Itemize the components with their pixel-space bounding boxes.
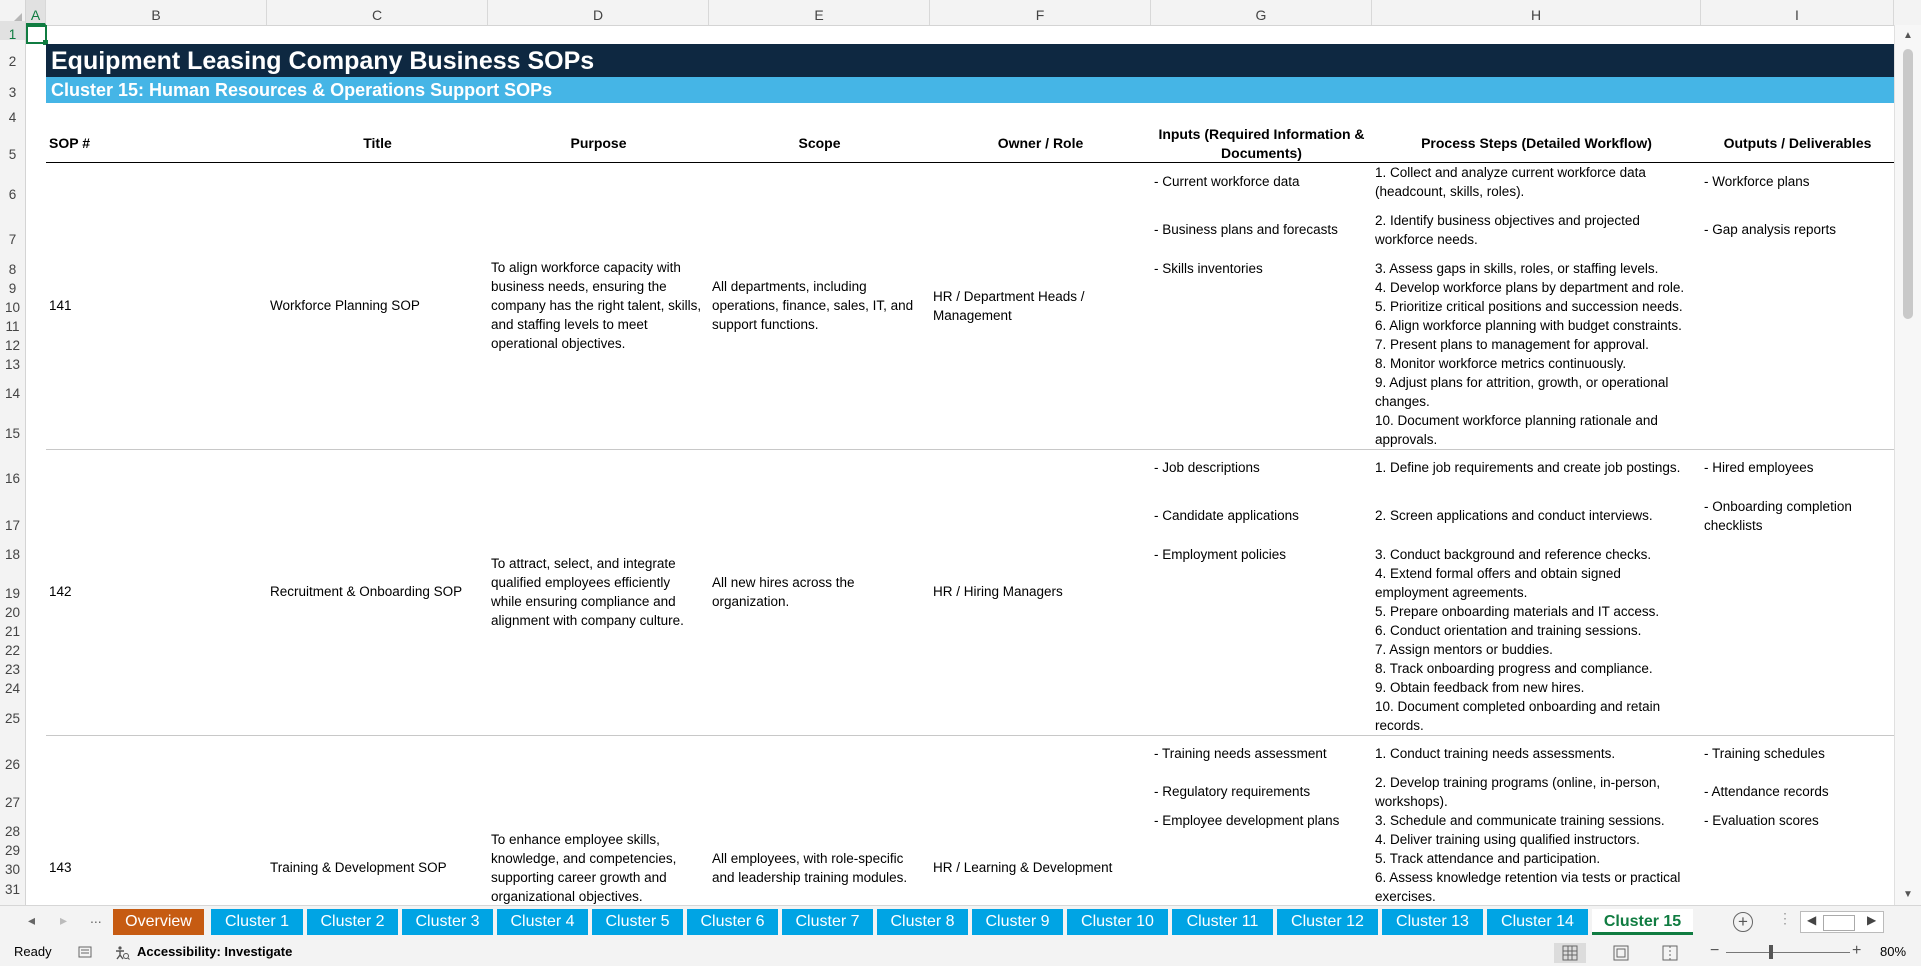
sop-number-141: 141	[49, 298, 72, 313]
zoom-level[interactable]: 80%	[1880, 944, 1907, 959]
row-header[interactable]: 13	[4, 357, 21, 372]
active-cell-a1[interactable]	[26, 25, 47, 44]
column-header-e[interactable]: E	[709, 0, 930, 25]
sop-step-143: 6. Assess knowledge retention via tests or practical exercises.	[1375, 870, 1681, 904]
tab-overflow-ellipsis[interactable]: ...	[90, 910, 102, 926]
sop-step-141: 4. Develop workforce plans by department and role.	[1375, 280, 1685, 295]
sop-step-141: 2. Identify business objectives and projected workforce needs.	[1375, 213, 1640, 247]
row-header[interactable]: 20	[4, 605, 21, 620]
sop-title-141: Workforce Planning SOP	[270, 298, 420, 313]
sop-input-142: - Candidate applications	[1154, 508, 1299, 523]
column-header-d[interactable]: D	[488, 0, 709, 25]
sop-step-143: 2. Develop training programs (online, in-person, workshops).	[1375, 775, 1661, 809]
sop-step-141: 1. Collect and analyze current workforce data (headcount, skills, roles).	[1375, 165, 1646, 199]
sop-step-143: 5. Track attendance and participation.	[1375, 851, 1601, 866]
tab-bar-splitter-icon[interactable]: ⋮	[1778, 910, 1792, 926]
tab-cluster-14[interactable]: Cluster 14	[1487, 909, 1588, 935]
hscroll-right-arrow-icon[interactable]: ▶	[1867, 913, 1877, 927]
page-layout-view-icon[interactable]	[1605, 943, 1637, 963]
status-ready: Ready	[14, 944, 52, 959]
sop-owner-143: HR / Learning & Development	[933, 860, 1113, 875]
tab-scroll-left-icon[interactable]: ◂	[28, 912, 36, 928]
column-header-c[interactable]: C	[267, 0, 488, 25]
sop-owner-142: HR / Hiring Managers	[933, 584, 1063, 599]
tab-overview[interactable]: Overview	[113, 909, 204, 935]
tab-cluster-15[interactable]: Cluster 15	[1592, 909, 1693, 935]
sop-input-141: - Current workforce data	[1154, 174, 1300, 189]
row-header[interactable]: 2	[8, 54, 17, 69]
row-header[interactable]: 24	[4, 681, 21, 696]
sop-step-142: 7. Assign mentors or buddies.	[1375, 642, 1553, 657]
column-header-bar	[0, 0, 1921, 26]
row-header[interactable]: 31	[4, 882, 21, 897]
tab-cluster-11[interactable]: Cluster 11	[1172, 909, 1273, 935]
sop-output-141: - Gap analysis reports	[1704, 222, 1837, 237]
tab-scroll-right-icon[interactable]: ▸	[60, 912, 68, 928]
header-title: Title	[363, 135, 392, 151]
row-header[interactable]: 22	[4, 643, 21, 658]
header-scope: Scope	[798, 135, 841, 151]
sop-input-141: - Skills inventories	[1154, 261, 1263, 276]
tab-cluster-9[interactable]: Cluster 9	[972, 909, 1063, 935]
column-header-f[interactable]: F	[930, 0, 1151, 25]
sop-step-141: 5. Prioritize critical positions and succession needs.	[1375, 299, 1683, 314]
sop-step-141: 6. Align workforce planning with budget constraints.	[1375, 318, 1682, 333]
tab-cluster-3[interactable]: Cluster 3	[402, 909, 493, 935]
vertical-scroll-thumb[interactable]	[1903, 49, 1913, 319]
tab-cluster-13[interactable]: Cluster 13	[1382, 909, 1483, 935]
column-header-b[interactable]: B	[46, 0, 267, 25]
column-header-g[interactable]: G	[1151, 0, 1372, 25]
sop-input-142: - Employment policies	[1154, 547, 1287, 562]
sop-output-141: - Workforce plans	[1704, 174, 1810, 189]
accessibility-status[interactable]: Accessibility: Investigate	[137, 944, 293, 959]
sop-step-141: 10. Document workforce planning rationale and approvals.	[1375, 413, 1658, 447]
sheet-tab-bar	[0, 905, 1921, 941]
hscroll-left-arrow-icon[interactable]: ◀	[1807, 913, 1817, 927]
horizontal-scrollbar[interactable]	[1800, 911, 1884, 933]
sop-step-142: 5. Prepare onboarding materials and IT access.	[1375, 604, 1660, 619]
row-header[interactable]: 15	[4, 426, 21, 441]
zoom-slider-track[interactable]	[1726, 952, 1850, 953]
scroll-up-arrow-icon[interactable]: ▲	[1903, 30, 1913, 41]
sop-input-143: - Training needs assessment	[1154, 746, 1327, 761]
zoom-out-icon[interactable]: −	[1710, 942, 1720, 959]
sop-title-142: Recruitment & Onboarding SOP	[270, 584, 463, 599]
sop-step-141: 9. Adjust plans for attrition, growth, or operational changes.	[1375, 375, 1669, 409]
tab-cluster-5[interactable]: Cluster 5	[592, 909, 683, 935]
sop-scope-141: All departments, including operations, finance, sales, IT, and support functions.	[712, 279, 914, 332]
row-separator	[46, 735, 1894, 736]
row-header[interactable]: 4	[8, 110, 17, 125]
sheet-subtitle: Cluster 15: Human Resources & Operations Support SOPs	[46, 77, 1894, 103]
zoom-slider-thumb[interactable]	[1769, 945, 1773, 959]
sop-step-143: 3. Schedule and communicate training sessions.	[1375, 813, 1665, 828]
row-header[interactable]: 30	[4, 862, 21, 877]
sop-output-143: - Training schedules	[1704, 746, 1825, 761]
sop-output-143: - Evaluation scores	[1704, 813, 1819, 828]
tab-cluster-8[interactable]: Cluster 8	[877, 909, 968, 935]
sop-number-143: 143	[49, 860, 72, 875]
header-inputs: Inputs (Required Information & Documents)	[1158, 126, 1365, 161]
row-header[interactable]: 16	[4, 471, 21, 486]
sop-output-142: - Onboarding completion checklists	[1704, 499, 1852, 533]
tab-cluster-4[interactable]: Cluster 4	[497, 909, 588, 935]
row-header[interactable]: 7	[8, 232, 17, 247]
sop-step-142: 3. Conduct background and reference checks.	[1375, 547, 1652, 562]
add-sheet-icon[interactable]: +	[1733, 912, 1753, 932]
row-header[interactable]: 11	[5, 319, 20, 334]
sop-step-142: 10. Document completed onboarding and retain records.	[1375, 699, 1661, 733]
header-owner: Owner / Role	[997, 135, 1084, 151]
row-header[interactable]: 29	[4, 843, 21, 858]
status-bar	[0, 940, 1921, 966]
sop-step-142: 1. Define job requirements and create job postings.	[1375, 460, 1681, 475]
sop-output-143: - Attendance records	[1704, 784, 1829, 799]
worksheet-grid[interactable]	[26, 25, 1894, 905]
tab-cluster-12[interactable]: Cluster 12	[1277, 909, 1378, 935]
row-header[interactable]: 26	[4, 757, 21, 772]
row-header[interactable]: 25	[4, 711, 21, 726]
sop-purpose-143: To enhance employee skills, knowledge, and competencies, supporting career growth and organizational objectives.	[491, 832, 677, 904]
header-purpose: Purpose	[570, 135, 627, 151]
macro-record-icon[interactable]	[78, 945, 92, 962]
normal-view-icon[interactable]	[1554, 943, 1586, 963]
sop-step-143: 4. Deliver training using qualified instructors.	[1375, 832, 1640, 847]
column-header-i[interactable]: I	[1701, 0, 1894, 25]
row-header[interactable]: 14	[4, 386, 21, 401]
sop-input-143: - Regulatory requirements	[1154, 784, 1311, 799]
sop-input-143: - Employee development plans	[1154, 813, 1340, 828]
sop-step-142: 9. Obtain feedback from new hires.	[1375, 680, 1585, 695]
scroll-down-arrow-icon[interactable]: ▼	[1903, 889, 1913, 900]
zoom-in-icon[interactable]: +	[1852, 942, 1862, 959]
row-header[interactable]: 1	[0, 21, 25, 40]
header-process-steps: Process Steps (Detailed Workflow)	[1421, 135, 1652, 151]
sop-step-143: 1. Conduct training needs assessments.	[1375, 746, 1616, 761]
row-header[interactable]: 8	[8, 262, 17, 277]
row-header[interactable]: 23	[4, 662, 21, 677]
row-header-bar	[0, 25, 26, 905]
sop-step-142: 8. Track onboarding progress and compliance.	[1375, 661, 1653, 676]
row-header[interactable]: 17	[4, 518, 21, 533]
sop-title-143: Training & Development SOP	[270, 860, 447, 875]
tab-cluster-1[interactable]: Cluster 1	[211, 909, 303, 935]
sop-step-142: 4. Extend formal offers and obtain signed employment agreements.	[1375, 566, 1621, 600]
sop-step-141: 3. Assess gaps in skills, roles, or staffing levels.	[1375, 261, 1659, 276]
sop-output-142: - Hired employees	[1704, 460, 1814, 475]
page-break-view-icon[interactable]	[1654, 943, 1686, 963]
sop-input-141: - Business plans and forecasts	[1154, 222, 1338, 237]
sop-step-142: 2. Screen applications and conduct interviews.	[1375, 508, 1653, 523]
tab-cluster-7[interactable]: Cluster 7	[782, 909, 873, 935]
sop-step-141: 8. Monitor workforce metrics continuously.	[1375, 356, 1627, 371]
column-header-h[interactable]: H	[1372, 0, 1701, 25]
sop-step-142: 6. Conduct orientation and training sessions.	[1375, 623, 1642, 638]
row-header[interactable]: 28	[4, 824, 21, 839]
sheet-title: Equipment Leasing Company Business SOPs	[46, 44, 1894, 77]
row-header[interactable]: 6	[8, 187, 17, 202]
sop-number-142: 142	[49, 584, 72, 599]
sop-owner-141: HR / Department Heads / Management	[933, 289, 1085, 323]
row-header[interactable]: 9	[8, 281, 17, 296]
row-header[interactable]: 21	[4, 624, 21, 639]
tab-cluster-6[interactable]: Cluster 6	[687, 909, 778, 935]
sop-scope-143: All employees, with role-specific and leadership training modules.	[712, 851, 908, 885]
header-outputs: Outputs / Deliverables	[1723, 135, 1872, 151]
sop-step-141: 7. Present plans to management for approval.	[1375, 337, 1649, 352]
sop-input-142: - Job descriptions	[1154, 460, 1260, 475]
vertical-scrollbar[interactable]	[1894, 25, 1921, 905]
row-header[interactable]: 12	[4, 338, 21, 353]
tab-cluster-2[interactable]: Cluster 2	[307, 909, 398, 935]
sop-scope-142: All new hires across the organization.	[712, 575, 855, 609]
accessibility-icon[interactable]	[114, 945, 130, 964]
column-header-a[interactable]: A	[26, 0, 46, 25]
row-header[interactable]: 5	[8, 147, 17, 162]
row-header[interactable]: 19	[4, 586, 21, 601]
row-header[interactable]: 27	[4, 795, 21, 810]
row-header[interactable]: 18	[4, 547, 21, 562]
hscroll-thumb[interactable]	[1823, 915, 1855, 931]
sop-purpose-141: To align workforce capacity with business needs, ensuring the company has the right talent, skills, and staffing levels to meet operational objectives.	[491, 260, 702, 351]
sop-purpose-142: To attract, select, and integrate qualified employees efficiently while ensuring compliance and alignment with company culture.	[491, 556, 684, 628]
row-header[interactable]: 3	[8, 85, 17, 100]
row-header[interactable]: 10	[4, 300, 21, 315]
tab-cluster-10[interactable]: Cluster 10	[1067, 909, 1168, 935]
header-sop-number: SOP #	[49, 135, 90, 151]
row-separator	[46, 449, 1894, 450]
